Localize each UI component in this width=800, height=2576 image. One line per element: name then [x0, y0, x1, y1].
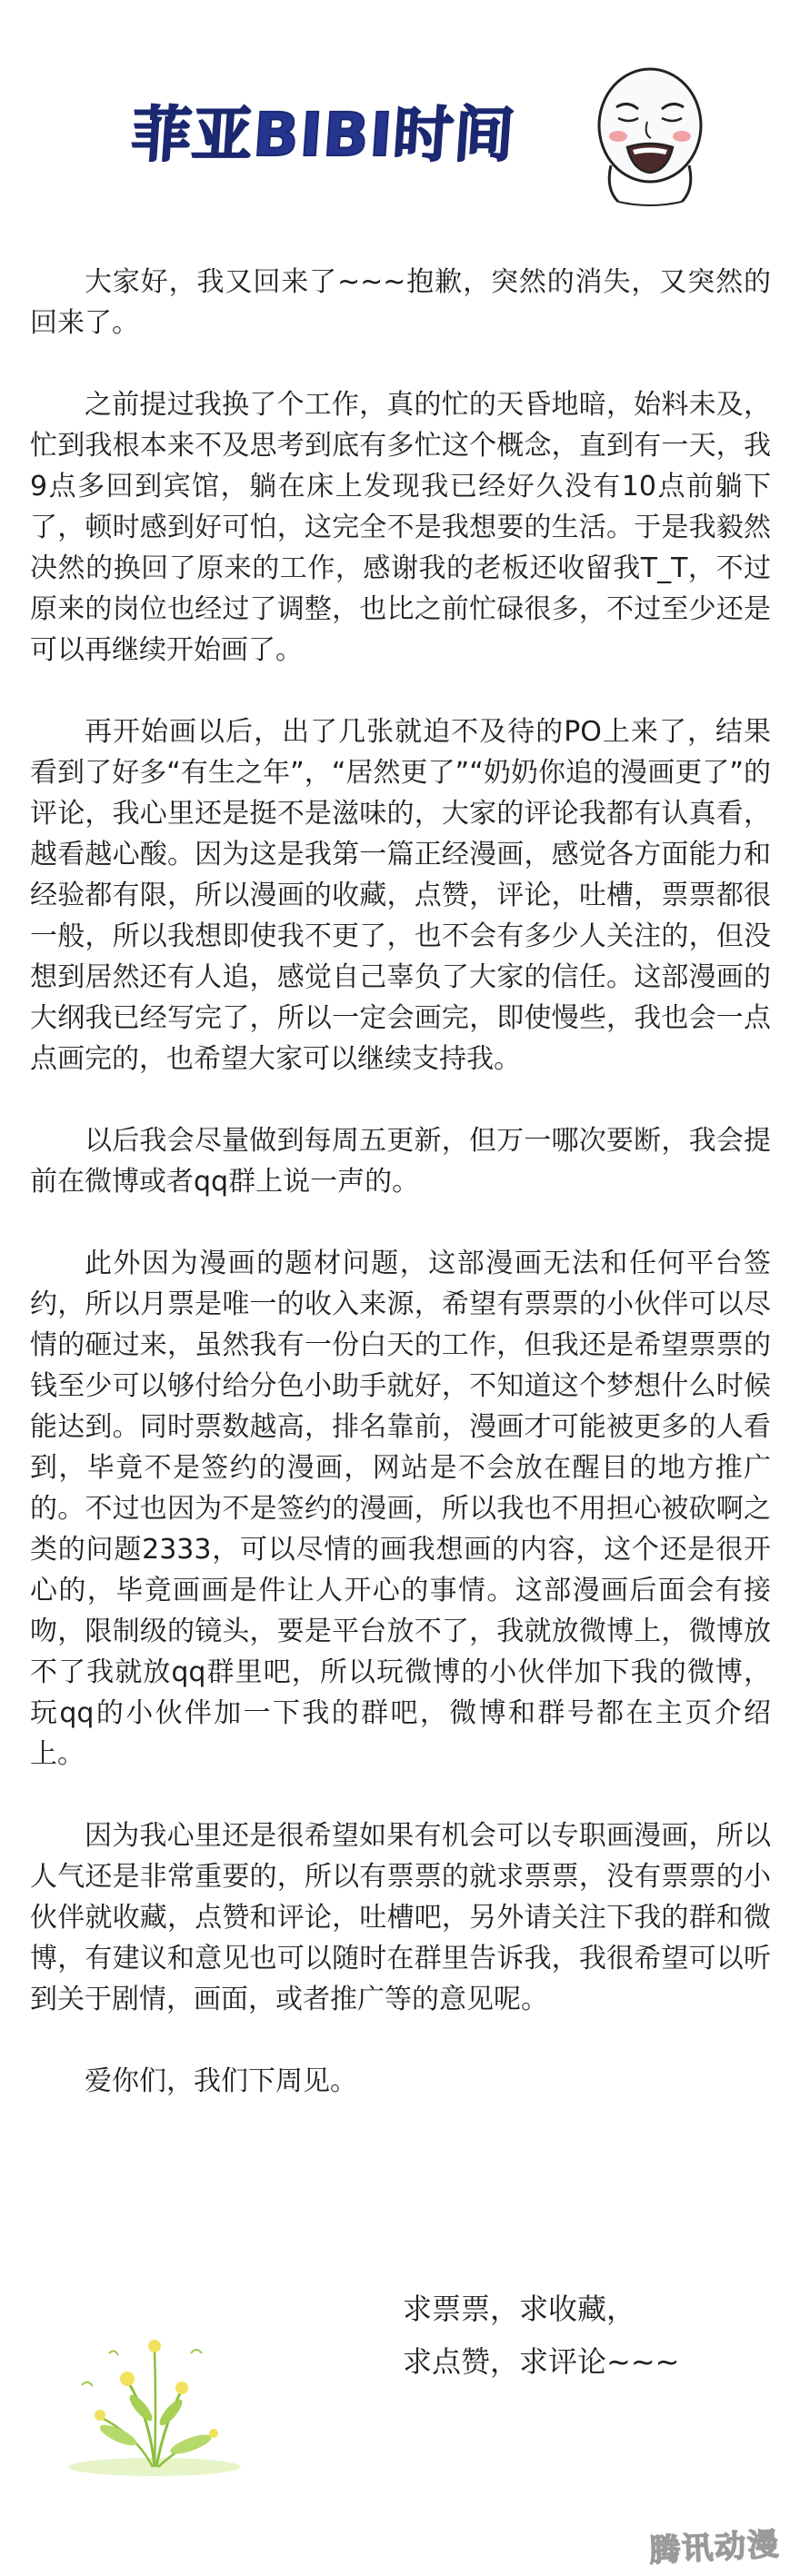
paragraph: 之前提过我换了个工作，真的忙的天昏地暗，始料未及，忙到我根本来不及思考到底有多忙这个概念，直到有一天，我9点多回到宾馆，躺在床上发现我已经好久没有10点前躺下了，顿时感到好可怕，这完全不是我想要的生活。于是我毅然决然的换回了原来的工作，感谢我的老板还收留我T_T，不过原来的岗位也经过了调整，也比之前忙碌很多，不过至少还是可以再继续开始画了。: [30, 389, 771, 666]
footer-request: [403, 2283, 679, 2388]
paragraph: 因为我心里还是很希望如果有机会可以专职画漫画，所以人气还是非常重要的，所以有票票的就求票票，没有票票的小伙伴就收藏，点赞和评论，吐槽吧，另外请关注下我的群和微博，有建议和意见也可以随时在群里告诉我，我很希望可以听到关于剧情，画面，或者推广等的意见呢。: [30, 1820, 771, 2015]
paragraph: 此外因为漫画的题材问题，这部漫画无法和任何平台签约，所以月票是唯一的收入来源，希望有票票的小伙伴可以尽情的砸过来，虽然我有一份白天的工作，但我还是希望票票的钱至少可以够付给分色小助手就好，不知道这个梦想什么时候能达到。同时票数越高，排名靠前，漫画才可能被更多的人看到，毕竟不是签约的漫画，网站是不会放在醒目的地方推广的。不过也因为不是签约的漫画，所以我也不用担心被砍啊之类的问题2333，可以尽情的画我想画的内容，这个还是很开心的，毕竟画画是件让人开心的事情。这部漫画后面会有接吻，限制级的镜头，要是平台放不了，我就放微博上，微博放不了我就放qq群里吧，所以玩微博的小伙伴加下我的微博，玩qq的小伙伴加一下我的群吧，微博和群号都在主页介绍上。: [30, 1248, 771, 1770]
watermark: 腾讯动漫: [648, 2526, 782, 2570]
page-title: 菲亚BIBI时间: [128, 100, 518, 170]
plant-decoration-icon: [55, 2299, 245, 2481]
footer-line: 求票票，求收藏，: [403, 2292, 636, 2326]
article-body: [30, 262, 771, 2102]
paragraph: 以后我会尽量做到每周五更新，但万一哪次要断，我会提前在微博或者qq群上说一声的。: [30, 1125, 771, 1198]
paragraph: 再开始画以后，出了几张就迫不及待的PO上来了，结果看到了好多“有生之年”，“居然更了”“奶奶你追的漫画更了”的评论，我心里还是挺不是滋味的，大家的评论我都有认真看，越看越心酸。因为这是我第一篇正经漫画，感觉各方面能力和经验都有限，所以漫画的收藏，点赞，评论，吐槽，票票都很一般，所以我想即使我不更了，也不会有多少人关注的，但没想到居然还有人追，感觉自己辜负了大家的信任。这部漫画的大纲我已经写完了，所以一定会画完，即使慢些，我也会一点点画完的，也希望大家可以继续支持我。: [30, 716, 771, 1075]
header: [0, 0, 800, 209]
footer-line: 求点赞，求评论~~~: [403, 2344, 680, 2379]
closing-line: 爱你们，我们下周见。: [85, 2065, 357, 2097]
paragraph: 大家好，我又回来了~~~抱歉，突然的消失，又突然的回来了。: [30, 266, 771, 339]
meme-face-icon: [591, 64, 709, 209]
